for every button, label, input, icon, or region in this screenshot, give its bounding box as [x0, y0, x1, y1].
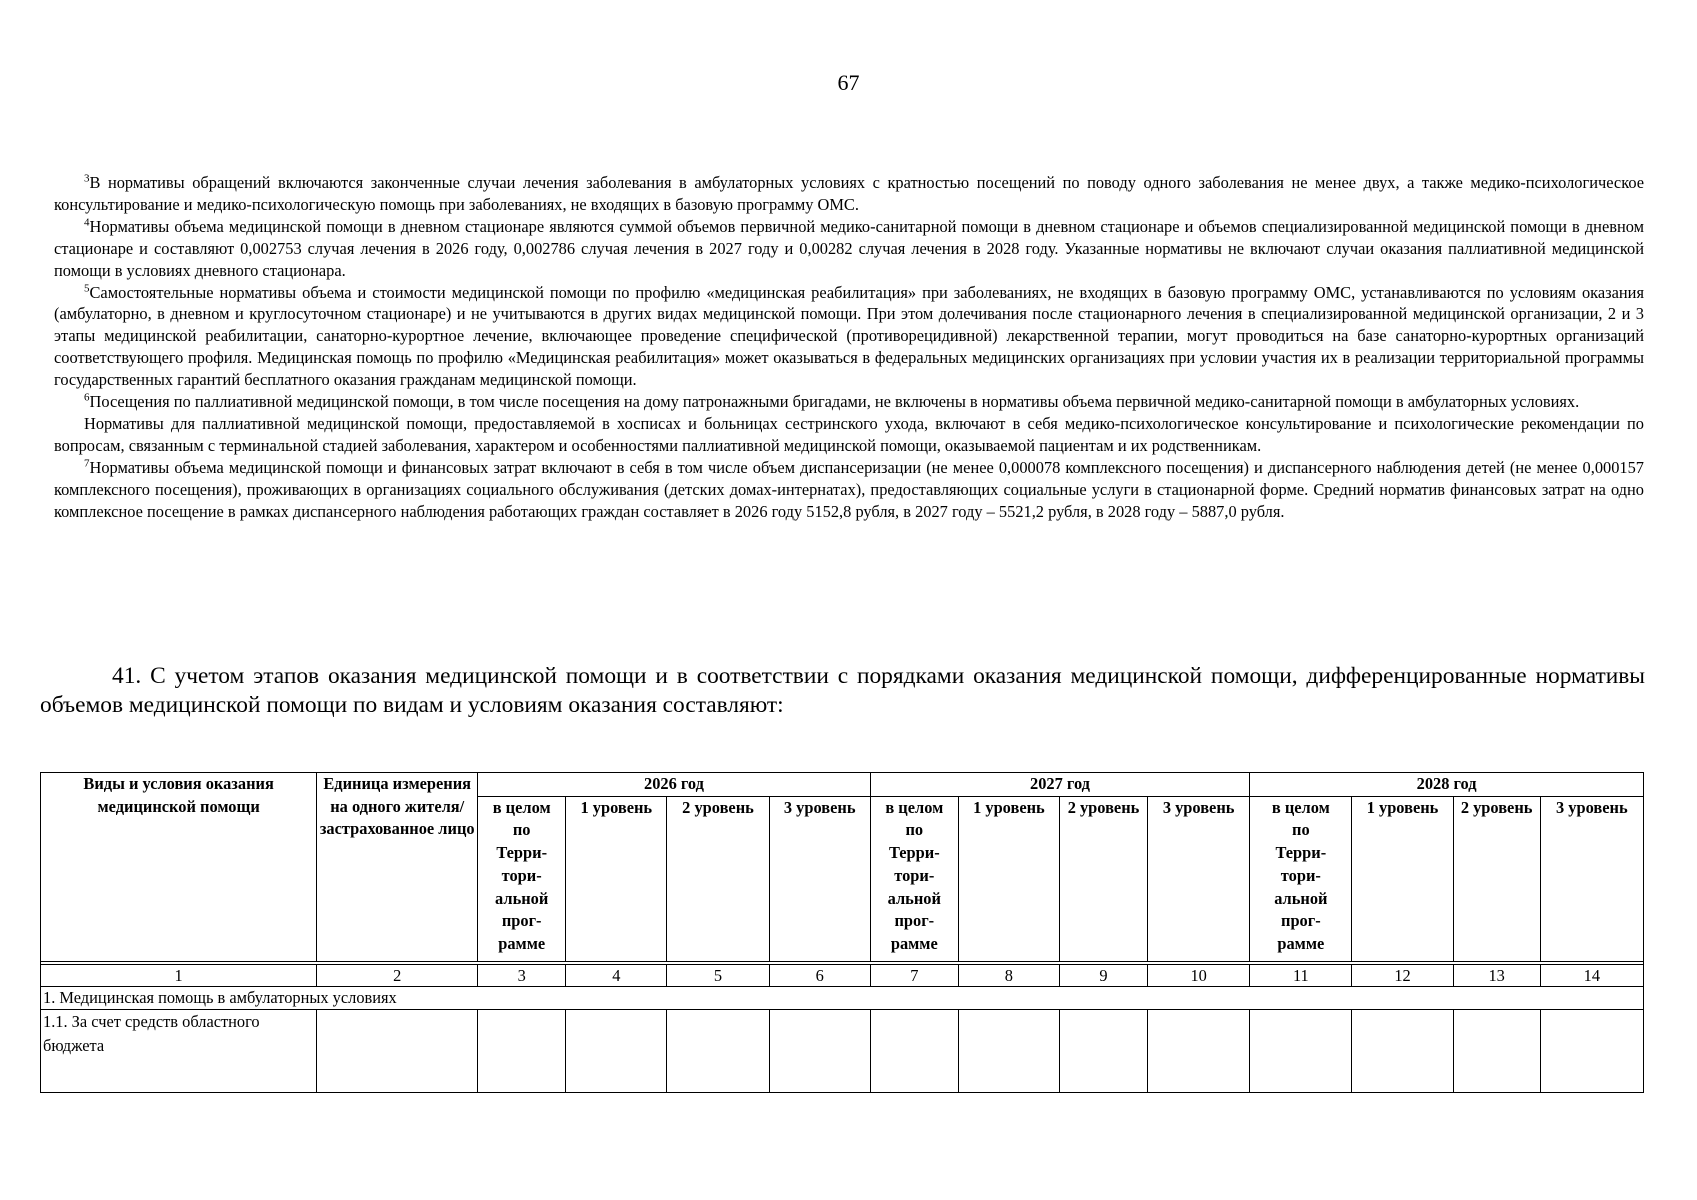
- column-number: 14: [1540, 964, 1643, 986]
- column-number: 7: [870, 964, 958, 986]
- header-total: в целом по Терри- тори- альной прог- рамме: [870, 796, 958, 961]
- column-number: 4: [566, 964, 667, 986]
- table-cell: [566, 1009, 667, 1092]
- header-kind: Виды и условия оказания медицинской помощи: [41, 773, 317, 962]
- column-number: 13: [1453, 964, 1540, 986]
- table-cell: [958, 1009, 1059, 1092]
- table-cell: [1060, 1009, 1148, 1092]
- table-header-row: [41, 773, 1644, 797]
- header-level-3: 3 уровень: [769, 796, 870, 961]
- section-title: 1. Медицинская помощь в амбулаторных условиях: [41, 986, 1644, 1009]
- header-level-2: 2 уровень: [1453, 796, 1540, 961]
- paragraph-41: 41. С учетом этапов оказания медицинской помощи и в соответствии с порядками оказания медицинской помощи, дифференцированные нормативы объемов медицинской помощи по видам и условиям оказания составляют:: [40, 663, 1645, 718]
- header-year-2027: 2027 год: [870, 773, 1249, 797]
- header-year-2028: 2028 год: [1250, 773, 1644, 797]
- footnote-6-continued: Нормативы для паллиативной медицинской помощи, предоставляемой в хосписах и больницах сестринского ухода, включают в себя медико-психологическое консультирование и психологические рекомендации по вопросам, связанным с терминальной стадией заболевания, характером и особенностями паллиативной медицинской помощи, оказываемой пациентам и их родственникам.: [54, 413, 1644, 455]
- column-number: 6: [769, 964, 870, 986]
- footnote-6: $^6$Посещения по паллиативной медицинской помощи, в том числе посещения на дому патронажными бригадами, не включены в нормативы объема первичной медико-санитарной помощи в амбулаторных условиях.: [84, 391, 1580, 412]
- table-cell: [1352, 1009, 1453, 1092]
- table-cell: [1148, 1009, 1250, 1092]
- header-total: в целом по Терри- тори- альной прог- рамме: [1250, 796, 1352, 961]
- header-level-2: 2 уровень: [1060, 796, 1148, 961]
- column-number: 12: [1352, 964, 1453, 986]
- column-number: 11: [1250, 964, 1352, 986]
- footnote-3: $^3$В нормативы обращений включаются законченные случаи лечения заболевания в амбулаторных условиях с кратностью посещений по поводу одного заболевания не менее двух, а также медико-психологическое консультирование и медико-психологическую помощь при заболеваниях, не входящих в базовую программу ОМС.: [54, 172, 1644, 214]
- row-label: 1.1. За счет средств областного бюджета: [41, 1009, 317, 1092]
- column-number: 9: [1060, 964, 1148, 986]
- column-number: 1: [41, 964, 317, 986]
- table-cell: [317, 1009, 478, 1092]
- column-number: 5: [667, 964, 769, 986]
- header-level-3: 3 уровень: [1540, 796, 1643, 961]
- header-total: в целом по Терри- тори- альной прог- рамме: [478, 796, 566, 961]
- page-number: 67: [837, 70, 860, 95]
- column-number: 3: [478, 964, 566, 986]
- column-number: 2: [317, 964, 478, 986]
- footnote-5: $^5$Самостоятельные нормативы объема и стоимости медицинской помощи по профилю «медицинская реабилитация» при заболеваниях, не входящих в базовую программу ОМС, устанавливаются по условиям оказания (амбулаторно, в дневном и круглосуточном стационаре) и не учитываются в других видах медицинской помощи. При этом долечивания после стационарного лечения в специализированной медицинской организации, 2 и 3 этапы медицинской реабилитации, санаторно-курортное лечение, включающее проведение специфической (противорецидивной) лекарственной терапии, могут проводиться на базе санаторно-курортных организаций соответствующего профиля. Медицинская помощь по профилю «Медицинская реабилитация» может оказываться в федеральных медицинских организациях при условии участия их в реализации территориальной программы государственных гарантий бесплатного оказания гражданам медицинской помощи.: [54, 282, 1644, 390]
- norms-table: [40, 772, 1644, 1093]
- header-level-1: 1 уровень: [958, 796, 1059, 961]
- table-cell: [1453, 1009, 1540, 1092]
- column-number: 10: [1148, 964, 1250, 986]
- header-level-1: 1 уровень: [566, 796, 667, 961]
- column-number: 8: [958, 964, 1059, 986]
- table-cell: [769, 1009, 870, 1092]
- footnote-4: $^4$Нормативы объема медицинской помощи в дневном стационаре являются суммой объемов первичной медико-санитарной помощи в дневном стационаре и объемов специализированной медицинской помощи в дневном стационаре и составляют 0,002753 случая лечения в 2026 году, 0,002786 случая лечения в 2027 году и 0,00282 случая лечения в 2028 году. Указанные нормативы не включают случаи оказания паллиативной медицинской помощи в условиях дневного стационара.: [54, 216, 1644, 280]
- header-year-2026: 2026 год: [478, 773, 871, 797]
- table-cell: [1250, 1009, 1352, 1092]
- header-level-3: 3 уровень: [1148, 796, 1250, 961]
- table-cell: [478, 1009, 566, 1092]
- table-cell: [870, 1009, 958, 1092]
- table-cell: [667, 1009, 769, 1092]
- header-level-1: 1 уровень: [1352, 796, 1453, 961]
- table-row: [41, 1009, 1644, 1092]
- footnotes: [54, 172, 1644, 523]
- column-numbers-row: [41, 964, 1644, 986]
- section-row: [41, 986, 1644, 1009]
- header-level-2: 2 уровень: [667, 796, 769, 961]
- table-cell: [1540, 1009, 1643, 1092]
- footnote-7: $^7$Нормативы объема медицинской помощи и финансовых затрат включают в себя в том числе объем диспансеризации (не менее 0,000078 комплексного посещения) и диспансерного наблюдения детей (не менее 0,000157 комплексного посещения), проживающих в организациях социального обслуживания (детских домах-интернатах), предоставляющих социальные услуги в стационарной форме. Средний норматив финансовых затрат на одно комплексное посещение в рамках диспансерного наблюдения работающих граждан составляет в 2026 году 5152,8 рубля, в 2027 году – 5521,2 рубля, в 2028 году – 5887,0 рубля.: [54, 457, 1644, 521]
- header-unit: Единица измерения на одного жителя/ застрахованное лицо: [317, 773, 478, 962]
